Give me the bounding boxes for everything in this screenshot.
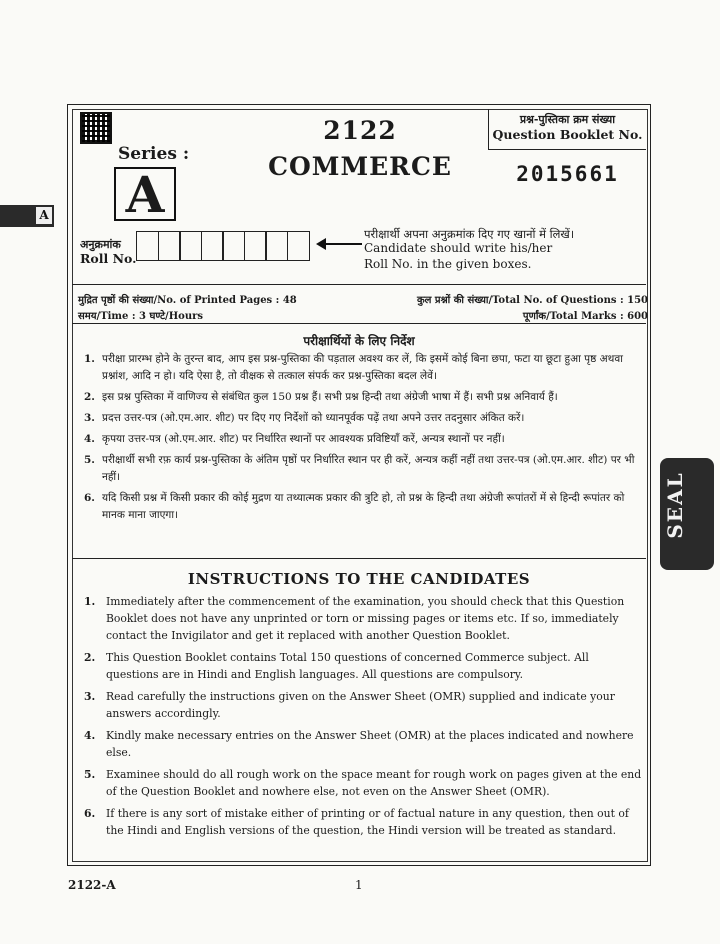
roll-instruction-english-1: Candidate should write his/her [364,241,553,255]
roll-box[interactable] [244,231,267,261]
paper-code: 2122 [323,116,397,145]
hindi-instructions-list [82,351,642,528]
arrow-left-icon [318,243,362,245]
footer-code: 2122-A [68,878,116,892]
roll-instruction-english-2: Roll No. in the given boxes. [364,257,532,271]
roll-instruction-hindi: परीक्षार्थी अपना अनुक्रमांक दिए गए खानों में लिखें। [364,227,575,241]
list-item: 1. Immediately after the commencement of the examination, you should check that this Question Booklet does not have any unprinted or torn or missing pages or items etc. If so, immediately contact the Invigilator and get it replaced with another Question Booklet. [84,595,625,642]
roll-box[interactable] [136,231,159,261]
list-item: 3. प्रदत्त उत्तर-पत्र (ओ.एम.आर. शीट) पर दिए गए निर्देशों को ध्यानपूर्वक पढ़ें तथा अपने उत्तर तदनुसार अंकित करें। [84,412,525,424]
list-item: 4. Kindly make necessary entries on the Answer Sheet (OMR) at the places indicated and nowhere else. [84,729,634,759]
english-instructions-heading: INSTRUCTIONS TO THE CANDIDATES [187,570,531,588]
roll-box[interactable] [287,231,310,261]
list-item: 6. यदि किसी प्रश्न में किसी प्रकार की कोई मुद्रण या तथ्यात्मक प्रकार की त्रुटि हो, तो प्रश्न के हिन्दी तथा अंग्रेजी रूपांतरों में से हिन्दी रूपांतर को मानक माना जाएगा। [84,492,625,521]
list-item: 4. कृपया उत्तर-पत्र (ओ.एम.आर. शीट) पर निर्धारित स्थानों पर आवश्यक प्रविष्टियाँ करें, अन्यत्र स्थानों पर नहीं। [84,433,505,445]
list-item: 3. Read carefully the instructions given on the Answer Sheet (OMR) supplied and indicate your answers accordingly. [84,690,615,720]
booklet-label-english: Question Booklet No. [492,127,643,142]
list-item: 5. Examinee should do all rough work on the space meant for rough work on pages given at the end of the Question Booklet and nowhere else, not even on the Answer Sheet (OMR). [84,768,642,798]
english-instructions-list [82,593,642,844]
printed-pages: मुद्रित पृष्ठों की संख्या/No. of Printed Pages : 48 [78,295,297,306]
roll-box[interactable] [201,231,224,261]
time: समय/Time : 3 घण्टे/Hours [78,311,203,322]
divider [72,284,646,285]
qr-code [80,112,112,144]
roll-box[interactable] [265,231,288,261]
list-item: 1. परीक्षा प्रारम्भ होने के तुरन्त बाद, आप इस प्रश्न-पुस्तिका की पड़ताल अवश्य कर लें, कि इसमें कोई बिना छपा, फटा या छूटा हुआ पृष्ठ अथवा प्रश्नांश, आदि न हो। यदि ऐसा है, तो वीक्षक से तत्काल संपर्क कर प्रश्न-पुस्तिका बदल लेवें। [84,353,623,382]
total-marks: पूर्णांक/Total Marks : 600 [522,311,648,322]
roll-label-hindi: अनुक्रमांक [80,238,121,251]
hindi-instructions-heading: परीक्षार्थियों के लिए निर्देश [303,334,415,348]
list-item: 2. This Question Booklet contains Total 150 questions of concerned Commerce subject. All questions are in Hindi and English languages. All questions are compulsory. [84,651,589,681]
roll-box[interactable] [158,231,181,261]
roll-label-english: Roll No. [80,251,137,266]
divider [72,558,646,559]
seal-label: SEAL [663,471,687,539]
booklet-number: 2015661 [516,162,619,186]
total-questions: कुल प्रश्नों की संख्या/Total No. of Questions : 150 [416,295,648,306]
roll-number-boxes[interactable] [136,231,308,261]
list-item: 2. इस प्रश्न पुस्तिका में वाणिज्य से संबंधित कुल 150 प्रश्न हैं। सभी प्रश्न हिन्दी तथा अंग्रेजी भाषा में हैं। सभी प्रश्न अनिवार्य हैं। [84,391,558,403]
page-number: 1 [355,878,363,892]
side-tab-letter: A [36,207,52,224]
series-value: A [114,167,176,221]
subject-title: COMMERCE [268,152,452,181]
booklet-label-hindi: प्रश्न-पुस्तिका क्रम संख्या [519,113,616,126]
roll-box[interactable] [179,231,202,261]
list-item: 6. If there is any sort of mistake either of printing or of factual nature in any question, then out of the Hindi and English versions of the question, the Hindi version will be treated as standard. [84,807,629,837]
divider [72,323,646,324]
series-label: Series : [118,144,190,164]
list-item: 5. परीक्षार्थी सभी रफ़ कार्य प्रश्न-पुस्तिका के अंतिम पृष्ठों पर निर्धारित स्थान पर ही करें, अन्यत्र कहीं नहीं तथा उत्तर-पत्र (ओ.एम.आर. शीट) पर भी नहीं। [84,454,635,483]
roll-box[interactable] [222,231,245,261]
